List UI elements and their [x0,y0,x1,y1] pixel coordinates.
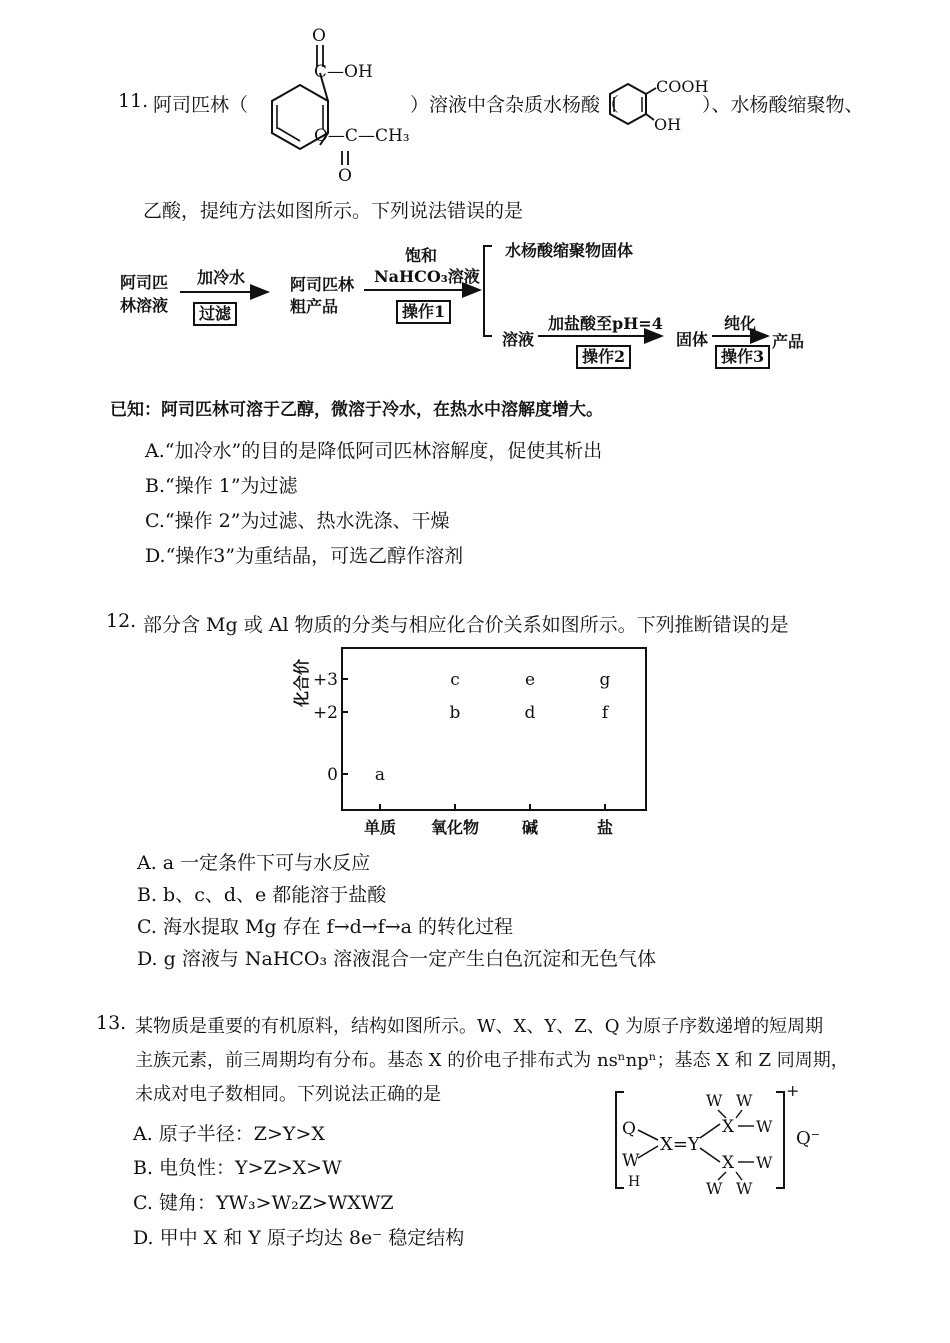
x-tick-label: 单质 [363,818,397,837]
q11-stem-part1: 阿司匹林（ [153,94,249,116]
atom-w-5: W [706,1179,723,1198]
q13-option-a[interactable]: A. 原子半径：Z>Y>X [133,1123,325,1145]
x-tick-label: 碱 [521,818,539,837]
q13-option-c[interactable]: C. 键角：YW₃>W₂Z>WXWZ [133,1192,394,1214]
flow-start-line2: 林溶液 [120,296,169,315]
atom-h-left: H [628,1174,641,1190]
flow-branch-bottom: 溶液 [502,330,535,349]
salicylic-cooh: COOH [656,77,709,96]
data-point-c: c [450,670,460,690]
atom-q: Q [622,1119,636,1139]
q11-option-c[interactable]: C.“操作 2”为过滤、热水洗涤、干燥 [145,510,450,532]
flow-mid-line1: 阿司匹林 [290,275,355,294]
flow-step1-reagent: 加冷水 [197,268,246,287]
flow-step1-box: 过滤 [193,302,237,326]
valence-chart [280,635,670,845]
q13-stem-line1: 某物质是重要的有机原料，结构如图所示。W、X、Y、Z、Q 为原子序数递增的短周期 [135,1016,824,1037]
q13-option-d[interactable]: D. 甲中 X 和 Y 原子均达 8e⁻ 稳定结构 [133,1227,465,1249]
q11-stem-part2: ）溶液中含杂质水杨酸（ [410,94,620,116]
flowchart-arrows [0,0,950,380]
q12-option-d[interactable]: D. g 溶液与 NaHCO₃ 溶液混合一定产生白色沉淀和无色气体 [137,948,657,970]
aspirin-o-top: O [312,26,326,46]
x-tick-label: 盐 [596,818,614,837]
flow-product: 产品 [772,332,805,351]
y-axis-label: 化合价 [292,658,311,707]
atom-x-upper: X [722,1117,735,1137]
y-tick-label: 0 [327,765,338,785]
atom-w-6: W [736,1179,753,1198]
data-point-a: a [374,765,386,785]
q12-option-b[interactable]: B. b、c、d、e 都能溶于盐酸 [137,884,387,906]
q11-stem-line2: 乙酸，提纯方法如图所示。下列说法错误的是 [143,200,524,222]
data-point-f: f [601,703,609,723]
q11-number: 11. [118,90,149,112]
q11-stem-part3: ）、水杨酸缩聚物、 [702,94,864,116]
q12-option-c[interactable]: C. 海水提取 Mg 存在 f→d→f→a 的转化过程 [137,916,514,938]
flow-start-line1: 阿司匹 [120,273,169,292]
atom-w-3: W [756,1117,773,1136]
atom-x-lower: X [722,1153,735,1173]
q11-option-a[interactable]: A.“加冷水”的目的是降低阿司匹林溶解度，促使其析出 [145,440,603,462]
y-tick-label: +3 [312,670,338,690]
flow-step3-box: 操作2 [576,345,631,369]
flow-step3-reagent: 加盐酸至pH=4 [548,314,663,333]
q13-stem-line3: 未成对电子数相同。下列说法正确的是 [135,1084,441,1105]
data-point-d: d [524,703,536,723]
cation-structure [610,1080,840,1205]
atom-w-4: W [756,1153,773,1172]
data-point-g: g [599,670,611,690]
salicylic-oh: OH [654,115,682,134]
aspirin-ester: O—C—CH₃ [314,126,410,146]
atom-w-1: W [706,1091,723,1110]
flow-step4-reagent: 纯化 [724,314,757,333]
y-tick-label: +2 [312,703,338,723]
cation-charge: + [786,1081,800,1100]
data-point-b: b [449,703,461,723]
flow-branch-top: 水杨酸缩聚物固体 [505,241,634,260]
q13-number: 13. [96,1012,127,1034]
q11-option-d[interactable]: D.“操作3”为重结晶，可选乙醇作溶剂 [145,545,464,567]
atom-w-2: W [736,1091,753,1110]
q12-stem: 部分含 Mg 或 Al 物质的分类与相应化合价关系如图所示。下列推断错误的是 [143,614,789,636]
q11-option-b[interactable]: B.“操作 1”为过滤 [145,475,298,497]
q12-number: 12. [106,610,137,632]
aspirin-cooh: C—OH [314,62,373,82]
q12-option-a[interactable]: A. a 一定条件下可与水反应 [137,852,371,874]
q13-option-b[interactable]: B. 电负性：Y>Z>X>W [133,1157,342,1179]
anion-label: Q⁻ [796,1128,821,1149]
cation-core: X=Y [660,1134,700,1155]
x-tick-label: 氧化物 [430,818,480,837]
q11-known: 已知：阿司匹林可溶于乙醇，微溶于冷水，在热水中溶解度增大。 [110,400,603,420]
flow-step2-reagent-line1: 饱和 [405,246,438,265]
flow-step4-box: 操作3 [715,345,770,369]
atom-w-left: W [622,1151,640,1171]
purification-flowchart [0,0,950,380]
q13-stem-line2: 主族元素，前三周期均有分布。基态 X 的价电子排布式为 nsⁿnpⁿ；基态 X 和 Z 同周期， [135,1050,849,1071]
flow-step2-reagent-line2: NaHCO₃溶液 [374,267,480,286]
flow-mid-line2: 粗产品 [290,297,339,316]
flow-step2-box: 操作1 [396,300,451,324]
aspirin-o-bottom: O [338,166,352,185]
flow-solid: 固体 [676,330,709,349]
data-point-e: e [524,670,536,690]
